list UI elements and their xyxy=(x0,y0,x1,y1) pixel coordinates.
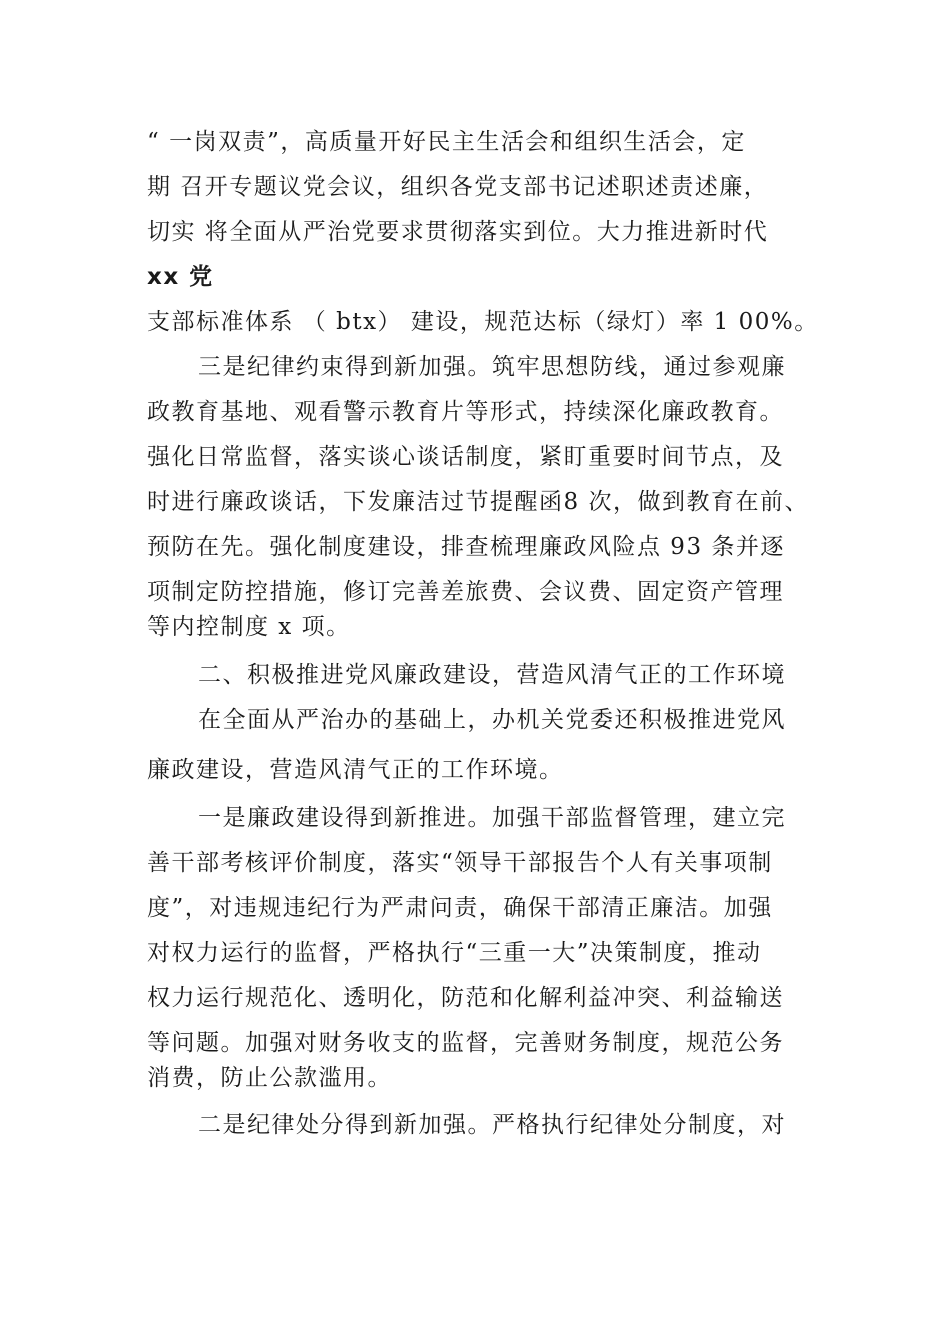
text-line: 善干部考核评价制度，落实“领导干部报告个人有关事项制 xyxy=(147,850,773,876)
text-line: 时进行廉政谈话，下发廉洁过节提醒函8 次，做到教育在前、 xyxy=(147,489,809,515)
text-line: 预防在先。强化制度建设，排查梳理廉政风险点 93 条并逐 xyxy=(147,534,785,560)
text-line: 期 召开专题议党会议，组织各党支部书记述职述责述廉， xyxy=(147,174,769,200)
section-heading: 二、积极推进党风廉政建设，营造风清气正的工作环境 xyxy=(198,662,786,688)
paragraph-first-line: 一是廉政建设得到新推进。加强干部监督管理，建立完 xyxy=(198,805,786,831)
text-line: 消费，防止公款滥用。 xyxy=(147,1065,392,1091)
text-line: 廉政建设，营造风清气正的工作环境。 xyxy=(147,757,564,783)
text-line: 支部标准体系 （ btx） 建设，规范达标（绿灯）率 1 00%。 xyxy=(147,309,819,335)
paragraph-first-line: 在全面从严治办的基础上，办机关党委还积极推进党风 xyxy=(198,707,786,733)
text-line: 项制定防控措施，修订完善差旅费、会议费、固定资产管理 xyxy=(147,579,784,605)
text-line: 度”，对违规违纪行为严肃问责，确保干部清正廉洁。加强 xyxy=(147,895,773,921)
text-line: 对权力运行的监督，严格执行“三重一大”决策制度，推动 xyxy=(147,940,762,966)
text-line: 等内控制度 x 项。 xyxy=(147,614,351,640)
text-line: 等问题。加强对财务收支的监督，完善财务制度，规范公务 xyxy=(147,1030,784,1056)
paragraph-first-line: 三是纪律约束得到新加强。筑牢思想防线，通过参观廉 xyxy=(198,354,786,380)
text-line: 切实 将全面从严治党要求贯彻落实到位。大力推进新时代 xyxy=(147,219,769,245)
text-line: xx 党 xyxy=(147,264,214,290)
text-line: 政教育基地、观看警示教育片等形式，持续深化廉政教育。 xyxy=(147,399,784,425)
paragraph-first-line: 二是纪律处分得到新加强。严格执行纪律处分制度，对 xyxy=(198,1112,786,1138)
text-line: “ 一岗双责”，高质量开好民主生活会和组织生活会，定 xyxy=(147,129,746,155)
text-line: 强化日常监督，落实谈心谈话制度，紧盯重要时间节点，及 xyxy=(147,444,784,470)
text-line: 权力运行规范化、透明化，防范和化解利益冲突、利益输送 xyxy=(147,985,784,1011)
